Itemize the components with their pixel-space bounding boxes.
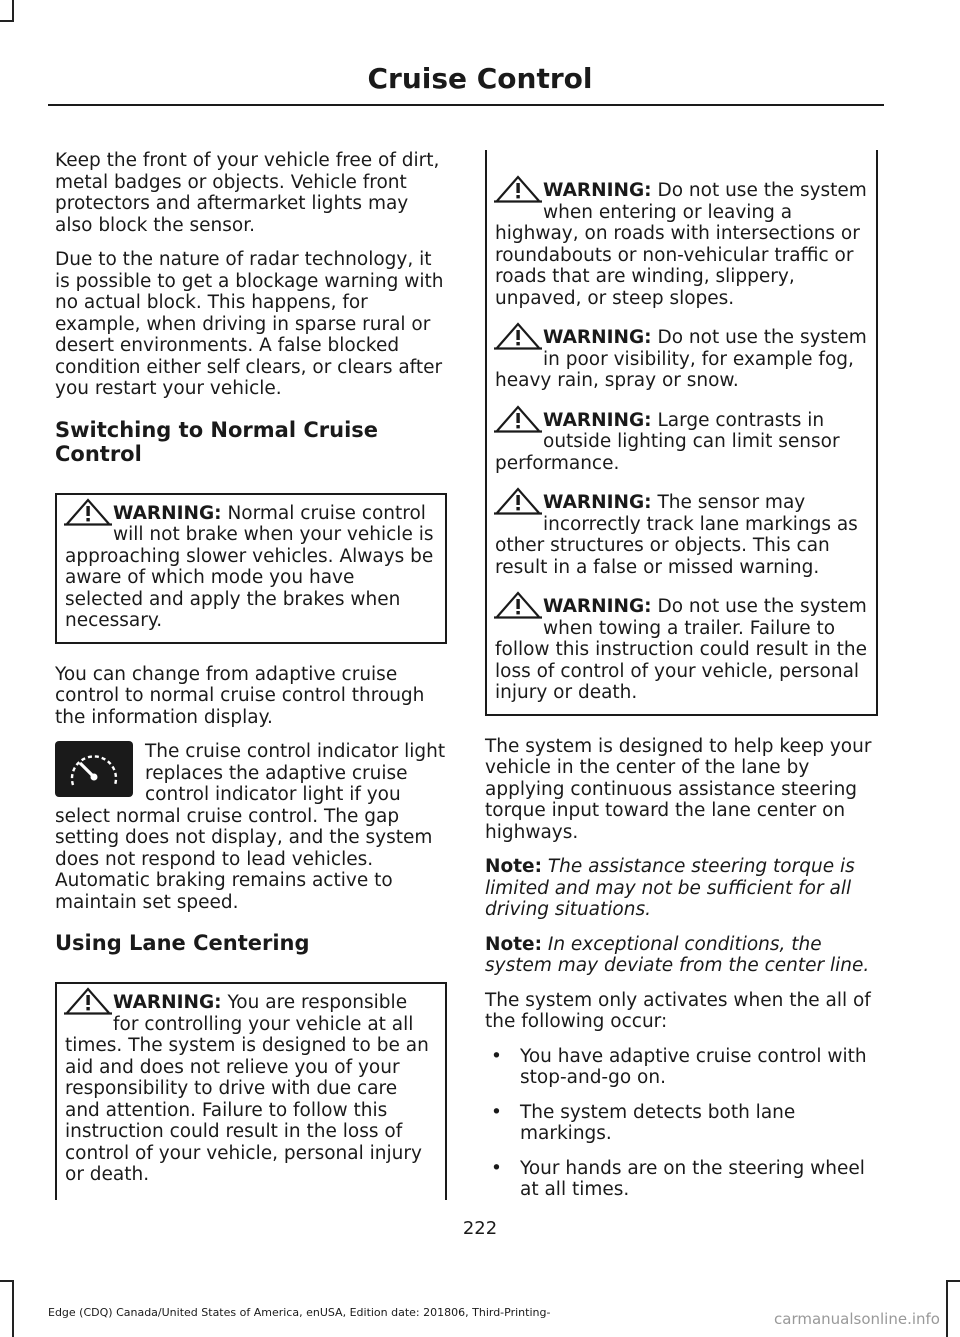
bullet-icon: • bbox=[491, 1045, 502, 1067]
warning-text: Do not use the system in poor visibility, for example fog, heavy rain, spray or snow. bbox=[495, 327, 867, 391]
warning-triangle-icon bbox=[493, 590, 543, 620]
list-item bbox=[485, 1158, 878, 1201]
warning-item bbox=[495, 327, 868, 392]
warning-triangle-icon bbox=[63, 986, 113, 1016]
note bbox=[485, 934, 878, 977]
warning-label: WARNING: bbox=[113, 992, 222, 1013]
list-item-text: You have adaptive cruise control with stop-and-go on. bbox=[520, 1045, 867, 1088]
list-item-text: Your hands are on the steering wheel at all times. bbox=[520, 1157, 865, 1200]
paragraph: You can change from adaptive cruise control to normal cruise control through the information display. bbox=[55, 663, 425, 728]
warning-text: The sensor may incorrectly track lane markings as other structures or objects. This can result in a false or missed warning. bbox=[495, 492, 858, 578]
list-item bbox=[485, 1046, 878, 1089]
warning-triangle-icon bbox=[493, 486, 543, 516]
bullet-icon: • bbox=[491, 1157, 502, 1179]
section-heading: Switching to Normal Cruise Control bbox=[55, 417, 379, 466]
warning-text: Do not use the system when towing a trailer. Failure to follow this instruction could result in the loss of control of your vehicle, personal injury or death. bbox=[495, 596, 867, 703]
note-text: In exceptional conditions, the system may deviate from the center line. bbox=[485, 933, 870, 976]
warning-label: WARNING: bbox=[543, 492, 652, 513]
warning-text: Do not use the system when entering or leaving a highway, on roads with intersections or roundabouts or non-vehicular traffic or roads that are winding, slippery, unpaved, or steep slopes. bbox=[495, 180, 867, 309]
crop-mark bbox=[0, 1280, 14, 1282]
crop-mark bbox=[946, 1280, 960, 1282]
paragraph bbox=[55, 741, 447, 913]
paragraph: The system is designed to help keep your vehicle in the center of the lane by applying continuous assistance steering torque input toward the lane center on highways. bbox=[485, 735, 872, 843]
warning-item bbox=[495, 410, 868, 475]
warning-label: WARNING: bbox=[543, 180, 652, 201]
list-item-text: The system detects both lane markings. bbox=[520, 1101, 796, 1144]
warning-item bbox=[495, 492, 868, 578]
crop-mark bbox=[12, 1280, 14, 1337]
bullet-list bbox=[485, 1046, 878, 1201]
warning-text: Large contrasts in outside lighting can limit sensor performance. bbox=[495, 409, 840, 474]
cruise-control-indicator-icon bbox=[55, 741, 133, 797]
warning-label: WARNING: bbox=[543, 327, 652, 348]
warning-box bbox=[55, 982, 447, 1200]
page-title: Cruise Control bbox=[367, 62, 593, 95]
note-label: Note: bbox=[485, 856, 542, 877]
note-label: Note: bbox=[485, 933, 542, 955]
warning-triangle-icon bbox=[493, 174, 543, 204]
warning-label: WARNING: bbox=[543, 409, 652, 431]
warning-box bbox=[55, 493, 447, 644]
paragraph: The system only activates when the all of the following occur: bbox=[485, 989, 871, 1032]
warning-label: WARNING: bbox=[113, 502, 222, 524]
note-text: The assistance steering torque is limited and may not be sufficient for all driving situations. bbox=[485, 856, 855, 920]
warning-item bbox=[495, 180, 868, 309]
warning-box bbox=[485, 150, 878, 716]
warning-triangle-icon bbox=[493, 321, 543, 351]
warning-text: You are responsible for controlling your vehicle at all times. The system is designed to be an aid and does not relieve you of your responsibility to drive with due care and attention. Failure to follow this instruction could result in the loss of control of your vehicle, personal injury or death. bbox=[65, 992, 429, 1185]
crop-mark bbox=[946, 1280, 948, 1337]
note bbox=[485, 856, 878, 921]
warning-triangle-icon bbox=[493, 404, 543, 434]
edition-footer: Edge (CDQ) Canada/United States of America, enUSA, Edition date: 201806, Third-Printing- bbox=[48, 1306, 551, 1319]
section-heading: Using Lane Centering bbox=[55, 931, 310, 955]
bullet-icon: • bbox=[491, 1101, 502, 1123]
warning-triangle-icon bbox=[63, 497, 113, 527]
list-item bbox=[485, 1102, 878, 1145]
warning-text: Normal cruise control will not brake when your vehicle is approaching slower vehicles. Always be aware of which mode you have selected and apply the brakes when necessary. bbox=[65, 502, 434, 631]
paragraph: Keep the front of your vehicle free of dirt, metal badges or objects. Vehicle front protectors and aftermarket lights may also block the sensor. bbox=[55, 150, 440, 236]
paragraph-text: The cruise control indicator light replaces the adaptive cruise control indicator light if you select normal cruise control. The gap setting does not display, and the system does not respond to lead vehicles. Automatic braking remains active to maintain set speed. bbox=[55, 741, 446, 913]
page-number: 222 bbox=[462, 1218, 498, 1239]
warning-label: WARNING: bbox=[543, 596, 652, 617]
paragraph: Due to the nature of radar technology, it is possible to get a blockage warning with no actual block. This happens, for example, when driving in sparse rural or desert environments. A false blocked condition either self clears, or clears after you restart your vehicle. bbox=[55, 249, 444, 399]
watermark: carmanualsonline.info bbox=[774, 1310, 940, 1328]
right-column bbox=[485, 150, 878, 1214]
left-column bbox=[55, 150, 447, 1220]
crop-mark bbox=[0, 20, 14, 22]
header-divider bbox=[48, 104, 884, 106]
warning-item bbox=[495, 596, 868, 704]
crop-mark bbox=[12, 0, 14, 22]
